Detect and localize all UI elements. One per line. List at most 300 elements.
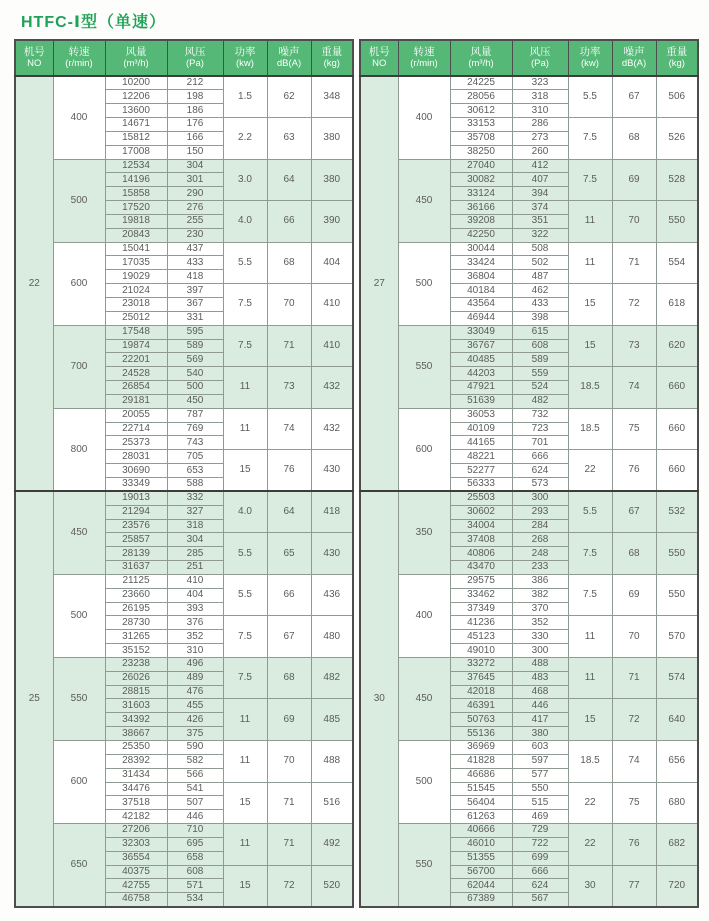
weight-cell: 436 [311,574,353,616]
pressure-cell: 393 [167,602,223,616]
table-row [15,76,353,90]
power-cell: 22 [568,450,612,492]
weight-cell: 506 [656,76,698,118]
weight-cell: 528 [656,159,698,201]
noise-cell: 68 [612,533,656,575]
pressure-cell: 455 [167,699,223,713]
pressure-cell: 666 [512,865,568,879]
column-unit: (m³/h) [123,58,149,69]
airflow-cell: 45123 [450,630,512,644]
column-header-0 [15,40,53,76]
pressure-cell: 290 [167,187,223,201]
noise-cell: 71 [612,242,656,284]
power-cell: 7.5 [568,574,612,616]
column-unit: (Pa) [186,58,204,69]
column-label: 风压 [184,46,206,58]
table-body [15,76,353,907]
airflow-cell: 33153 [450,118,512,132]
noise-cell: 66 [267,201,311,243]
speed-cell: 450 [53,491,105,574]
power-cell: 7.5 [223,284,267,326]
power-cell: 7.5 [568,533,612,575]
noise-cell: 72 [612,284,656,326]
column-unit: (r/min) [410,58,438,69]
column-header-1 [53,40,105,76]
pressure-cell: 382 [512,588,568,602]
weight-cell: 656 [656,741,698,783]
pressure-cell: 410 [167,574,223,588]
pressure-cell: 573 [512,477,568,491]
pressure-cell: 571 [167,879,223,893]
pressure-cell: 603 [512,741,568,755]
power-cell: 11 [568,616,612,658]
weight-cell: 410 [311,284,353,326]
airflow-cell: 10200 [105,76,167,90]
column-header-3 [512,40,568,76]
pressure-cell: 589 [512,353,568,367]
table-row [360,824,698,838]
pressure-cell: 286 [512,118,568,132]
noise-cell: 64 [267,159,311,201]
pressure-cell: 534 [167,893,223,907]
pressure-cell: 301 [167,173,223,187]
airflow-cell: 33049 [450,325,512,339]
table-header [15,40,353,76]
pressure-cell: 380 [512,727,568,741]
airflow-cell: 51639 [450,394,512,408]
speed-cell: 400 [53,76,105,159]
airflow-cell: 22201 [105,353,167,367]
weight-cell: 492 [311,824,353,866]
airflow-cell: 49010 [450,644,512,658]
pressure-cell: 255 [167,214,223,228]
noise-cell: 72 [612,699,656,741]
column-header-2 [105,40,167,76]
airflow-cell: 13600 [105,104,167,118]
pressure-cell: 769 [167,422,223,436]
pressure-cell: 412 [512,159,568,173]
pressure-cell: 310 [512,104,568,118]
airflow-cell: 25350 [105,741,167,755]
pressure-cell: 186 [167,104,223,118]
pressure-cell: 729 [512,824,568,838]
airflow-cell: 25857 [105,533,167,547]
airflow-cell: 62044 [450,879,512,893]
pressure-cell: 483 [512,671,568,685]
speed-cell: 700 [53,325,105,408]
airflow-cell: 46686 [450,768,512,782]
airflow-cell: 52277 [450,464,512,478]
pressure-cell: 590 [167,741,223,755]
noise-cell: 76 [612,450,656,492]
column-label: 风量 [125,46,147,58]
airflow-cell: 48221 [450,450,512,464]
pressure-cell: 437 [167,242,223,256]
noise-cell: 71 [612,657,656,699]
pressure-cell: 327 [167,505,223,519]
speed-cell: 600 [53,741,105,824]
column-unit: (kw) [581,58,599,69]
power-cell: 7.5 [223,616,267,658]
noise-cell: 68 [612,118,656,160]
noise-cell: 69 [612,159,656,201]
airflow-cell: 33349 [105,477,167,491]
airflow-cell: 22714 [105,422,167,436]
airflow-cell: 31603 [105,699,167,713]
airflow-cell: 36053 [450,408,512,422]
pressure-cell: 386 [512,574,568,588]
pressure-cell: 310 [167,644,223,658]
airflow-cell: 44165 [450,436,512,450]
pressure-cell: 595 [167,325,223,339]
pressure-cell: 394 [512,187,568,201]
pressure-cell: 398 [512,311,568,325]
pressure-cell: 658 [167,851,223,865]
table-row [360,242,698,256]
noise-cell: 74 [612,741,656,783]
airflow-cell: 15041 [105,242,167,256]
pressure-cell: 722 [512,837,568,851]
pressure-cell: 476 [167,685,223,699]
speed-cell: 650 [53,824,105,907]
column-header-2 [450,40,512,76]
pressure-cell: 433 [167,256,223,270]
power-cell: 5.5 [568,491,612,533]
airflow-cell: 23018 [105,298,167,312]
column-label: 机号 [23,46,45,58]
table-row [15,824,353,838]
airflow-cell: 37518 [105,796,167,810]
airflow-cell: 42250 [450,228,512,242]
pressure-cell: 577 [512,768,568,782]
noise-cell: 67 [612,76,656,118]
column-label: 转速 [413,46,435,58]
table-row [360,491,698,505]
airflow-cell: 34392 [105,713,167,727]
column-unit: (r/min) [65,58,93,69]
power-cell: 5.5 [223,242,267,284]
pressure-cell: 230 [167,228,223,242]
airflow-cell: 28815 [105,685,167,699]
airflow-cell: 33424 [450,256,512,270]
pressure-cell: 176 [167,118,223,132]
pressure-cell: 351 [512,214,568,228]
table-header [360,40,698,76]
noise-cell: 66 [267,574,311,616]
pressure-cell: 653 [167,464,223,478]
airflow-cell: 31434 [105,768,167,782]
weight-cell: 430 [311,450,353,492]
pressure-cell: 566 [167,768,223,782]
pressure-cell: 524 [512,381,568,395]
noise-cell: 70 [612,616,656,658]
airflow-cell: 14196 [105,173,167,187]
column-label: 功率 [579,46,601,58]
airflow-cell: 21024 [105,284,167,298]
airflow-cell: 25373 [105,436,167,450]
noise-cell: 62 [267,76,311,118]
pressure-cell: 488 [512,657,568,671]
airflow-cell: 43470 [450,561,512,575]
airflow-cell: 23238 [105,657,167,671]
noise-cell: 69 [267,699,311,741]
power-cell: 11 [223,741,267,783]
airflow-cell: 35708 [450,131,512,145]
airflow-cell: 12206 [105,90,167,104]
speed-cell: 500 [53,159,105,242]
pressure-cell: 352 [167,630,223,644]
column-header-1 [398,40,450,76]
speed-cell: 800 [53,408,105,491]
speed-cell: 350 [398,491,450,574]
noise-cell: 71 [267,782,311,824]
power-cell: 15 [223,450,267,492]
weight-cell: 485 [311,699,353,741]
weight-cell: 526 [656,118,698,160]
airflow-cell: 27040 [450,159,512,173]
airflow-cell: 26195 [105,602,167,616]
table-row [360,741,698,755]
pressure-cell: 304 [167,159,223,173]
power-cell: 18.5 [568,741,612,783]
table-row [360,325,698,339]
pressure-cell: 404 [167,588,223,602]
pressure-cell: 666 [512,450,568,464]
table-row [15,408,353,422]
noise-cell: 75 [612,408,656,450]
power-cell: 22 [568,782,612,824]
speed-cell: 600 [53,242,105,325]
pressure-cell: 166 [167,131,223,145]
pressure-cell: 248 [512,547,568,561]
airflow-cell: 29575 [450,574,512,588]
airflow-cell: 19013 [105,491,167,505]
weight-cell: 660 [656,450,698,492]
pressure-cell: 615 [512,325,568,339]
airflow-cell: 31265 [105,630,167,644]
airflow-cell: 24225 [450,76,512,90]
airflow-cell: 50763 [450,713,512,727]
weight-cell: 520 [311,865,353,907]
table-row [360,574,698,588]
airflow-cell: 23576 [105,519,167,533]
pressure-cell: 417 [512,713,568,727]
pressure-cell: 710 [167,824,223,838]
weight-cell: 620 [656,325,698,367]
weight-cell: 574 [656,657,698,699]
header-row [360,40,698,76]
pressure-cell: 567 [512,893,568,907]
pressure-cell: 260 [512,145,568,159]
airflow-cell: 42755 [105,879,167,893]
fan-spec-table-left [14,39,354,908]
pressure-cell: 352 [512,616,568,630]
noise-cell: 68 [267,657,311,699]
noise-cell: 74 [612,367,656,409]
power-cell: 7.5 [223,657,267,699]
airflow-cell: 56333 [450,477,512,491]
power-cell: 15 [568,284,612,326]
pressure-cell: 375 [167,727,223,741]
airflow-cell: 46391 [450,699,512,713]
power-cell: 11 [568,657,612,699]
airflow-cell: 33272 [450,657,512,671]
noise-cell: 71 [267,325,311,367]
airflow-cell: 46944 [450,311,512,325]
airflow-cell: 12534 [105,159,167,173]
noise-cell: 73 [267,367,311,409]
tables-container [0,39,709,908]
weight-cell: 432 [311,408,353,450]
speed-cell: 400 [398,574,450,657]
airflow-cell: 28139 [105,547,167,561]
airflow-cell: 42182 [105,810,167,824]
weight-cell: 618 [656,284,698,326]
table-row [15,574,353,588]
noise-cell: 77 [612,865,656,907]
weight-cell: 660 [656,367,698,409]
weight-cell: 680 [656,782,698,824]
pressure-cell: 787 [167,408,223,422]
airflow-cell: 32303 [105,837,167,851]
noise-cell: 74 [267,408,311,450]
power-cell: 18.5 [568,367,612,409]
airflow-cell: 17035 [105,256,167,270]
column-label: 功率 [234,46,256,58]
noise-cell: 70 [612,201,656,243]
weight-cell: 570 [656,616,698,658]
pressure-cell: 487 [512,270,568,284]
pressure-cell: 608 [512,339,568,353]
airflow-cell: 46010 [450,837,512,851]
noise-cell: 76 [612,824,656,866]
airflow-cell: 30602 [450,505,512,519]
column-label: 风压 [529,46,551,58]
weight-cell: 380 [311,159,353,201]
pressure-cell: 332 [167,491,223,505]
airflow-cell: 15812 [105,131,167,145]
pressure-cell: 496 [167,657,223,671]
airflow-cell: 41236 [450,616,512,630]
column-label: 机号 [368,46,390,58]
airflow-cell: 33124 [450,187,512,201]
speed-cell: 500 [398,242,450,325]
table-body [360,76,698,907]
column-header-5 [612,40,656,76]
power-cell: 11 [223,824,267,866]
airflow-cell: 61263 [450,810,512,824]
pressure-cell: 597 [512,754,568,768]
pressure-cell: 293 [512,505,568,519]
column-label: 重量 [321,46,343,58]
speed-cell: 550 [398,325,450,408]
airflow-cell: 25503 [450,491,512,505]
airflow-cell: 40666 [450,824,512,838]
weight-cell: 430 [311,533,353,575]
noise-cell: 65 [267,533,311,575]
pressure-cell: 624 [512,464,568,478]
airflow-cell: 26854 [105,381,167,395]
power-cell: 11 [223,408,267,450]
noise-cell: 67 [612,491,656,533]
power-cell: 30 [568,865,612,907]
column-header-6 [311,40,353,76]
airflow-cell: 30082 [450,173,512,187]
weight-cell: 516 [311,782,353,824]
speed-cell: 550 [398,824,450,907]
airflow-cell: 34476 [105,782,167,796]
noise-cell: 72 [267,865,311,907]
table-row [360,408,698,422]
airflow-cell: 30044 [450,242,512,256]
airflow-cell: 30690 [105,464,167,478]
power-cell: 7.5 [568,118,612,160]
pressure-cell: 450 [167,394,223,408]
pressure-cell: 370 [512,602,568,616]
airflow-cell: 55136 [450,727,512,741]
weight-cell: 488 [311,741,353,783]
airflow-cell: 28392 [105,754,167,768]
weight-cell: 682 [656,824,698,866]
noise-cell: 73 [612,325,656,367]
column-label: 重量 [666,46,688,58]
noise-cell: 71 [267,824,311,866]
pressure-cell: 732 [512,408,568,422]
power-cell: 4.0 [223,491,267,533]
pressure-cell: 331 [167,311,223,325]
weight-cell: 532 [656,491,698,533]
noise-cell: 68 [267,242,311,284]
pressure-cell: 150 [167,145,223,159]
airflow-cell: 23660 [105,588,167,602]
pressure-cell: 515 [512,796,568,810]
pressure-cell: 502 [512,256,568,270]
airflow-cell: 21294 [105,505,167,519]
airflow-cell: 37408 [450,533,512,547]
pressure-cell: 330 [512,630,568,644]
machine-no-cell: 25 [15,491,53,906]
pressure-cell: 589 [167,339,223,353]
pressure-cell: 469 [512,810,568,824]
power-cell: 5.5 [568,76,612,118]
weight-cell: 660 [656,408,698,450]
noise-cell: 76 [267,450,311,492]
airflow-cell: 56404 [450,796,512,810]
column-header-4 [223,40,267,76]
power-cell: 7.5 [568,159,612,201]
column-header-4 [568,40,612,76]
table-row [360,76,698,90]
pressure-cell: 588 [167,477,223,491]
power-cell: 11 [568,242,612,284]
pressure-cell: 374 [512,201,568,215]
pressure-cell: 433 [512,298,568,312]
table-row [15,242,353,256]
column-unit: (kw) [236,58,254,69]
speed-cell: 550 [53,657,105,740]
airflow-cell: 44203 [450,367,512,381]
pressure-cell: 304 [167,533,223,547]
airflow-cell: 27206 [105,824,167,838]
airflow-cell: 28031 [105,450,167,464]
speed-cell: 500 [53,574,105,657]
airflow-cell: 19874 [105,339,167,353]
power-cell: 15 [568,325,612,367]
power-cell: 11 [223,367,267,409]
pressure-cell: 407 [512,173,568,187]
pressure-cell: 701 [512,436,568,450]
pressure-cell: 233 [512,561,568,575]
